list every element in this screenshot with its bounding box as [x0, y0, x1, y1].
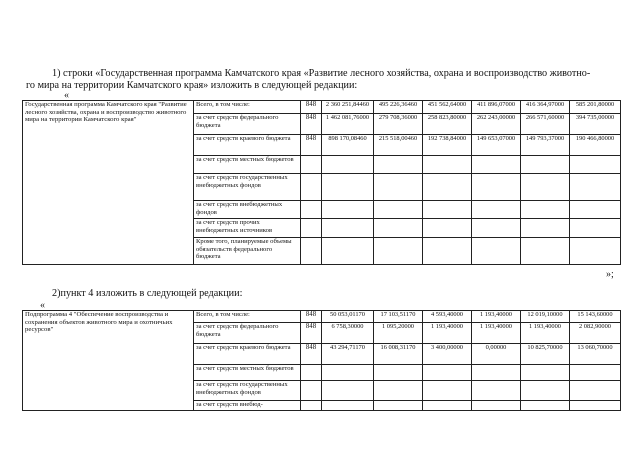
budget-code-cell: 848: [301, 311, 322, 323]
funding-source-label: за счет средств прочих внебюджетных источников: [194, 219, 301, 238]
funding-source-label: за счет средств местных бюджетов: [194, 156, 301, 174]
amount-cell: 1 193,40000: [472, 311, 521, 323]
amount-cell: [570, 201, 621, 219]
amount-cell: [570, 156, 621, 174]
amount-cell: [322, 365, 374, 381]
amount-cell: [521, 156, 570, 174]
funding-source-label: за счет средств местных бюджетов: [194, 365, 301, 381]
amount-cell: [472, 381, 521, 401]
amount-cell: [521, 401, 570, 411]
amount-cell: [570, 238, 621, 265]
amount-cell: [423, 174, 472, 201]
amount-cell: [374, 238, 423, 265]
budget-code-cell: 848: [301, 101, 322, 114]
funding-source-label: за счет средств внебюд-: [194, 401, 301, 411]
amount-cell: [570, 174, 621, 201]
amount-cell: [322, 174, 374, 201]
amount-cell: 495 226,36460: [374, 101, 423, 114]
amount-cell: [521, 381, 570, 401]
amount-cell: [374, 201, 423, 219]
amount-cell: [322, 156, 374, 174]
amount-cell: [374, 401, 423, 411]
amount-cell: [322, 219, 374, 238]
amount-cell: [322, 401, 374, 411]
amount-cell: 43 294,71170: [322, 344, 374, 365]
budget-code-cell: 848: [301, 114, 322, 135]
amount-cell: [423, 156, 472, 174]
funding-source-label: за счет средств федерального бюджета: [194, 323, 301, 344]
amount-cell: [322, 201, 374, 219]
funding-source-label: за счет средств государственных внебюджетных фондов: [194, 381, 301, 401]
budget-code-cell: 848: [301, 323, 322, 344]
section2-table: [22, 310, 621, 411]
amount-cell: 50 053,01170: [322, 311, 374, 323]
amount-cell: 279 708,36000: [374, 114, 423, 135]
budget-code-cell: [301, 381, 322, 401]
amount-cell: [521, 201, 570, 219]
amount-cell: [570, 401, 621, 411]
amount-cell: [423, 365, 472, 381]
funding-source-label: за счет средств краевого бюджета: [194, 344, 301, 365]
amount-cell: [472, 156, 521, 174]
section1-heading-line2: го мира на территории Камчатского края» изложить в следующей редакции:: [26, 80, 358, 91]
budget-code-cell: [301, 365, 322, 381]
amount-cell: [521, 365, 570, 381]
funding-source-label: Всего, в том числе:: [194, 101, 301, 114]
amount-cell: [472, 365, 521, 381]
amount-cell: [374, 156, 423, 174]
amount-cell: 1 193,40000: [423, 323, 472, 344]
amount-cell: 16 008,31170: [374, 344, 423, 365]
amount-cell: 17 103,51170: [374, 311, 423, 323]
amount-cell: 1 095,20000: [374, 323, 423, 344]
amount-cell: 1 193,40000: [521, 323, 570, 344]
budget-code-cell: [301, 156, 322, 174]
amount-cell: [423, 219, 472, 238]
budget-code-cell: 848: [301, 344, 322, 365]
amount-cell: 149 653,07000: [472, 135, 521, 156]
amount-cell: [322, 238, 374, 265]
funding-source-label: за счет средств внебюджетных фондов: [194, 201, 301, 219]
budget-code-cell: [301, 401, 322, 411]
amount-cell: 192 738,84000: [423, 135, 472, 156]
amount-cell: [472, 219, 521, 238]
amount-cell: [423, 401, 472, 411]
amount-cell: [472, 401, 521, 411]
amount-cell: 149 793,37000: [521, 135, 570, 156]
amount-cell: [374, 381, 423, 401]
budget-code-cell: [301, 219, 322, 238]
table-row: [23, 101, 621, 114]
amount-cell: 190 466,80000: [570, 135, 621, 156]
amount-cell: [374, 174, 423, 201]
section1-table: [22, 100, 621, 265]
amount-cell: 394 735,00000: [570, 114, 621, 135]
amount-cell: [374, 365, 423, 381]
funding-source-label: за счет средств краевого бюджета: [194, 135, 301, 156]
amount-cell: [570, 381, 621, 401]
amount-cell: 898 170,08460: [322, 135, 374, 156]
amount-cell: [521, 238, 570, 265]
amount-cell: [423, 381, 472, 401]
program-title-cell: Государственная программа Камчатского края "Развитие лесного хозяйства, охрана и воспроизводство животного мира на территории Камчатского края": [23, 101, 194, 265]
amount-cell: [423, 238, 472, 265]
amount-cell: 10 825,70000: [521, 344, 570, 365]
funding-source-label: Кроме того, планируемые объемы обязательств федерального бюджета: [194, 238, 301, 265]
table-row: [23, 311, 621, 323]
amount-cell: [472, 174, 521, 201]
program-title-cell: Подпрограмма 4 "Обеспечение воспроизводства и сохранения объектов животного мира и охотничьих ресурсов": [23, 311, 194, 411]
amount-cell: 2 082,90000: [570, 323, 621, 344]
section2-open-quote: «: [40, 300, 45, 311]
amount-cell: 4 593,40000: [423, 311, 472, 323]
amount-cell: [472, 238, 521, 265]
amount-cell: [521, 174, 570, 201]
amount-cell: 13 060,70000: [570, 344, 621, 365]
amount-cell: 215 518,00460: [374, 135, 423, 156]
budget-code-cell: 848: [301, 135, 322, 156]
amount-cell: 6 758,30000: [322, 323, 374, 344]
amount-cell: 2 360 251,84460: [322, 101, 374, 114]
section1-close-quote: »;: [606, 269, 614, 280]
amount-cell: 3 400,00000: [423, 344, 472, 365]
amount-cell: 12 019,10000: [521, 311, 570, 323]
amount-cell: [570, 219, 621, 238]
amount-cell: 266 571,60000: [521, 114, 570, 135]
budget-code-cell: [301, 174, 322, 201]
budget-code-cell: [301, 238, 322, 265]
amount-cell: 258 823,80000: [423, 114, 472, 135]
amount-cell: 585 201,80000: [570, 101, 621, 114]
amount-cell: 1 193,40000: [472, 323, 521, 344]
amount-cell: 0,00000: [472, 344, 521, 365]
amount-cell: [322, 381, 374, 401]
funding-source-label: за счет средств государственных внебюджетных фондов: [194, 174, 301, 201]
budget-code-cell: [301, 201, 322, 219]
funding-source-label: Всего, в том числе:: [194, 311, 301, 323]
amount-cell: [423, 201, 472, 219]
amount-cell: 411 896,07000: [472, 101, 521, 114]
amount-cell: 262 243,00000: [472, 114, 521, 135]
amount-cell: 1 462 081,76000: [322, 114, 374, 135]
section1-open-quote: «: [64, 90, 69, 101]
amount-cell: 451 562,64000: [423, 101, 472, 114]
amount-cell: 416 364,97000: [521, 101, 570, 114]
funding-source-label: за счет средств федерального бюджета: [194, 114, 301, 135]
section2-heading: 2)пункт 4 изложить в следующей редакции:: [52, 288, 243, 299]
amount-cell: 15 143,60000: [570, 311, 621, 323]
amount-cell: [570, 365, 621, 381]
amount-cell: [374, 219, 423, 238]
amount-cell: [472, 201, 521, 219]
amount-cell: [521, 219, 570, 238]
section1-heading-line1: 1) строки «Государственная программа Камчатского края «Развитие лесного хозяйства, охрана и воспроизводство животно-: [52, 68, 591, 79]
